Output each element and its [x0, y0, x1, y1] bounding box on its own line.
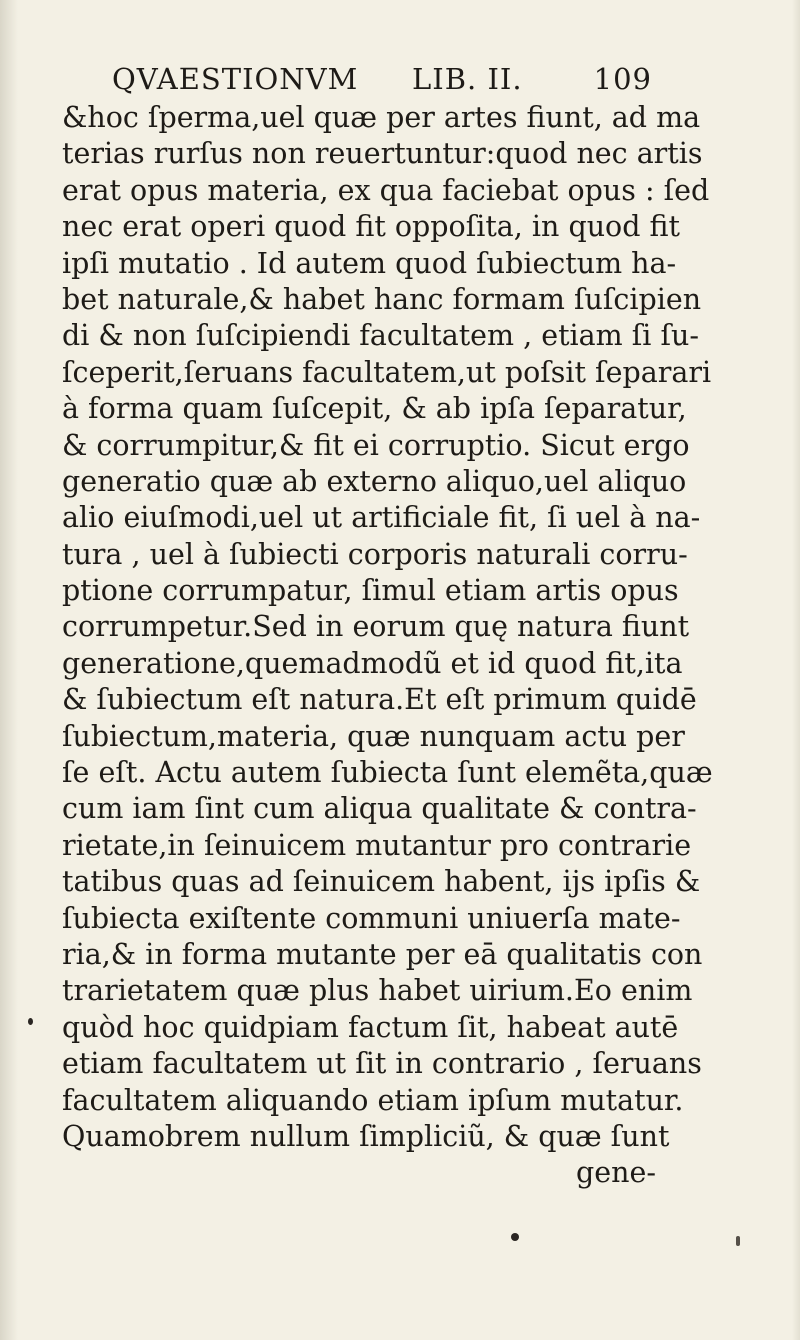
text-line: ria,& in forma mutante per eā qualitatis con [62, 937, 703, 971]
text-line: à forma quam ſuſcepit, & ab ipſa ſeparatur, [62, 392, 687, 426]
text-line: trarietatem quæ plus habet uirium.Eo enim [62, 974, 693, 1008]
text-line: ptione corrumpatur, ſimul etiam artis opus [62, 574, 679, 608]
text-line: alio eiuſmodi,uel ut artificiale fit, ſi uel à na- [62, 501, 701, 535]
ink-speck [736, 1236, 740, 1246]
text-line: cum iam ſint cum aliqua qualitate & contra- [62, 792, 697, 826]
text-line: terias rurſus non reuertuntur:quod nec artis [62, 137, 703, 171]
text-line: ipſi mutatio . Id autem quod ſubiectum ha- [62, 246, 677, 280]
text-line: generatione,quemadmodũ et id quod fit,ita [62, 646, 683, 680]
running-title: QVAESTIONVM [112, 62, 359, 96]
running-head [112, 62, 652, 102]
text-line: ſubiectum,materia, quæ nunquam actu per [62, 719, 685, 753]
text-line: di & non ſuſcipiendi facultatem , etiam ſi ſu- [62, 319, 700, 353]
folio-number: 109 [593, 62, 652, 96]
text-line: etiam facultatem ut ſit in contrario , ſeruans [62, 1047, 702, 1081]
text-line: tura , uel à ſubiecti corporis naturali corru- [62, 537, 688, 571]
text-line: corrumpetur.Sed in eorum quę natura fiunt [62, 610, 690, 644]
page-gutter-shadow [0, 0, 18, 1340]
text-line: ſubiecta exiſtente communi uniuerſa mate- [62, 901, 681, 935]
ink-dot [511, 1233, 519, 1241]
page-edge [792, 0, 800, 1340]
text-line: tatibus quas ad ſeinuicem habent, ijs ipſis & [62, 865, 701, 899]
text-line: rietate,in ſeinuicem mutantur pro contrarie [62, 828, 692, 862]
catchword: gene- [576, 1156, 656, 1190]
text-block [62, 100, 713, 1192]
text-line: bet naturale,& habet hanc formam ſuſcipien [62, 282, 702, 316]
text-line: &hoc ſperma,uel quæ per artes fiunt, ad ma [62, 101, 701, 134]
text-line: facultatem aliquando etiam ipſum mutatur. [62, 1083, 684, 1117]
ink-speck [28, 1018, 33, 1025]
text-line: generatio quæ ab externo aliquo,uel aliquo [62, 464, 687, 498]
text-line: quòd hoc quidpiam factum ſit, habeat autē [62, 1010, 679, 1044]
text-line: & corrumpitur,& fit ei corruptio. Sicut ergo [62, 428, 690, 462]
text-line: ſceperit,ſeruans facultatem,ut poſsit ſeparari [62, 355, 712, 389]
text-line: nec erat operi quod fit oppoſita, in quod fit [62, 210, 680, 244]
text-line: & ſubiectum eſt natura.Et eſt primum quidē [62, 683, 697, 717]
text-line: Quamobrem nullum ſimpliciũ, & quæ ſunt [62, 1119, 670, 1153]
text-line: erat opus materia, ex qua faciebat opus : ſed [62, 173, 710, 207]
book-number: LIB. II. [412, 62, 523, 96]
text-line: ſe eſt. Actu autem ſubiecta ſunt elemẽta,quæ [62, 756, 713, 790]
